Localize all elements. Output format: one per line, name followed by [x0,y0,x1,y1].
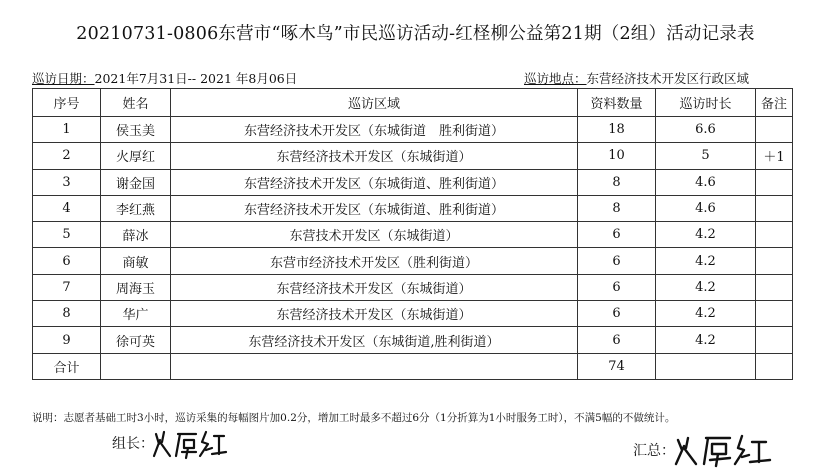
cell-remark: ＋1 [756,143,793,169]
table-row [33,222,793,248]
place-label: 巡访地点： [524,71,587,86]
cell-index: 8 [33,301,101,327]
cell-area: 东营经济技术开发区（东城街道、胜利街道） [171,169,578,195]
header-area: 巡访区域 [171,89,578,117]
header-remark: 备注 [756,89,793,117]
cell-count: 8 [578,169,656,195]
cell-index: 2 [33,143,101,169]
date-meta [32,69,297,87]
cell-area: 东营经济技术开发区（东城街道、胜利街道） [171,195,578,221]
total-label: 合计 [33,353,101,379]
page-title: 20210731-0806东营市“啄木鸟”市民巡访活动-红柽柳公益第21期（2组）活动记录表 [76,24,755,44]
cell-duration: 4.2 [656,327,756,353]
cell-duration: 4.2 [656,248,756,274]
date-value: 2021年7月31日-- 2021 年8月06日 [94,71,298,86]
cell-area: 东营经济技术开发区（东城街道 胜利街道） [171,117,578,143]
cell-index: 7 [33,274,101,300]
cell-name: 谢金国 [101,169,171,195]
place-value: 东营经济技术开发区行政区域 [586,71,750,86]
table-row [33,195,793,221]
table-row [33,248,793,274]
cell-area: 东营技术开发区（东城街道） [171,222,578,248]
cell-index: 9 [33,327,101,353]
cell-duration: 4.2 [656,222,756,248]
header-duration: 巡访时长 [656,89,756,117]
table-row [33,301,793,327]
summary-label: 汇总： [633,443,675,459]
table-row [33,117,793,143]
cell-area: 东营经济技术开发区（东城街道） [171,301,578,327]
cell-index: 3 [33,169,101,195]
cell-name: 李红燕 [101,195,171,221]
table-row [33,143,793,169]
header-name: 姓名 [101,89,171,117]
cell-count: 6 [578,301,656,327]
cell-index: 4 [33,195,101,221]
total-cell [656,353,756,379]
cell-remark [756,222,793,248]
cell-index: 6 [33,248,101,274]
total-cell [756,353,793,379]
cell-remark [756,248,793,274]
leader-signature [150,426,230,460]
cell-count: 6 [578,274,656,300]
total-cell [101,353,171,379]
cell-name: 火厚红 [101,143,171,169]
place-meta [524,69,749,87]
cell-remark [756,301,793,327]
cell-name: 华广 [101,301,171,327]
footnote: 说明：志愿者基础工时3小时，巡访采集的每幅图片加0.2分，增加工时最多不超过6分（1分折算为1小时服务工时），不满5幅的不做统计。 [32,412,676,424]
cell-duration: 4.6 [656,195,756,221]
cell-name: 薛冰 [101,222,171,248]
cell-area: 东营经济技术开发区（东城街道,胜利街道） [171,327,578,353]
cell-remark [756,274,793,300]
table-header-row [33,89,793,117]
cell-duration: 6.6 [656,117,756,143]
cell-area: 东营经济技术开发区（东城街道） [171,143,578,169]
date-label: 巡访日期： [32,71,95,86]
header-index: 序号 [33,89,101,117]
cell-name: 商敏 [101,248,171,274]
cell-name: 徐可英 [101,327,171,353]
table-row [33,274,793,300]
cell-remark [756,169,793,195]
total-cell [171,353,578,379]
cell-name: 侯玉美 [101,117,171,143]
cell-remark [756,327,793,353]
cell-area: 东营经济技术开发区（东城街道） [171,274,578,300]
cell-count: 10 [578,143,656,169]
cell-remark [756,117,793,143]
total-count: 74 [578,353,656,379]
cell-count: 6 [578,327,656,353]
cell-name: 周海玉 [101,274,171,300]
summary-signature [672,430,776,468]
cell-index: 5 [33,222,101,248]
cell-area: 东营市经济技术开发区（胜利街道） [171,248,578,274]
cell-count: 8 [578,195,656,221]
record-table [32,88,793,380]
cell-duration: 4.2 [656,301,756,327]
cell-index: 1 [33,117,101,143]
cell-count: 6 [578,222,656,248]
cell-duration: 5 [656,143,756,169]
table-row [33,169,793,195]
cell-duration: 4.6 [656,169,756,195]
table-total-row [33,353,793,379]
cell-remark [756,195,793,221]
cell-duration: 4.2 [656,274,756,300]
table-row [33,327,793,353]
cell-count: 18 [578,117,656,143]
leader-label: 组长： [112,436,154,452]
cell-count: 6 [578,248,656,274]
header-count: 资料数量 [578,89,656,117]
